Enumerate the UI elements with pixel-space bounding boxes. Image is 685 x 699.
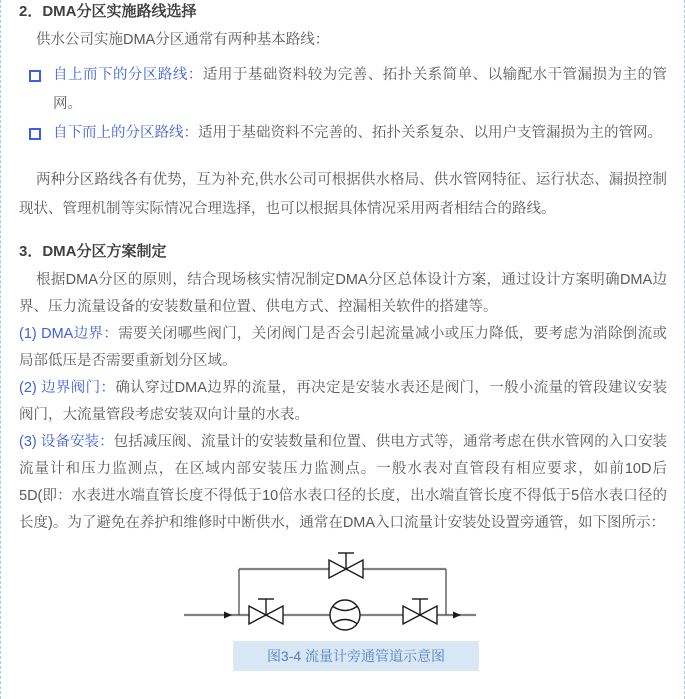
isolation-valve-right-icon [403, 599, 437, 624]
isolation-valve-left-icon [249, 599, 283, 624]
item-lead: (3) 设备安装： [19, 434, 114, 450]
item-body: 确认穿过DMA边界的流量，再决定是安装水表还是阀门，一般小流量的管段建议安装阀门，大流量管段考虑安装双向计量的水表。 [19, 380, 668, 423]
bullet-lead: 自下而上的分区路线： [53, 125, 198, 141]
item-lead: (1) DMA边界： [19, 326, 119, 342]
section-2-heading: 2．DMA分区实施路线选择 [19, 3, 197, 20]
numbered-item-1 [19, 321, 667, 375]
inlet-arrow-icon [224, 612, 232, 619]
bullet-text [53, 119, 667, 148]
section-2-intro: 供水公司实施DMA分区通常有两种基本路线： [36, 32, 330, 48]
numbered-item-2 [19, 375, 667, 429]
bullet-text [53, 61, 667, 119]
numbered-item-3 [19, 429, 667, 537]
list-item [19, 119, 667, 148]
list-item [19, 61, 667, 119]
bullet-body: 适用于基础资料较为完善、拓扑关系简单、以输配水干管漏损为主的管网。 [53, 67, 667, 112]
bypass-valve-icon [329, 553, 363, 578]
outlet-arrow-icon [453, 612, 461, 619]
item-body: 需要关闭哪些阀门，关闭阀门是否会引起流量减小或压力降低，要考虑为消除倒流或局部低压是否需要重新划分区域。 [19, 326, 667, 369]
route-bullet-list [19, 61, 667, 148]
bypass-pipe-figure [19, 545, 667, 671]
square-bullet-icon [29, 70, 41, 82]
section-2-summary: 两种分区路线各有优势，互为补充,供水公司可根据供水格局、供水管网特征、运行状态、漏损控制现状、管理机制等实际情况合理选择，也可以根据具体情况采用两者相结合的路线。 [19, 172, 667, 217]
square-bullet-icon [29, 128, 41, 140]
section-3-heading: 3．DMA分区方案制定 [19, 243, 167, 260]
item-body: 包括减压阀、流量计的安装数量和位置、供电方式等，通常考虑在供水管网的入口安装流量计和压力监测点，在区域内部安装压力监测点。一般水表对直管段有相应要求，如前10D后5D(即：水表进水端直管长度不得低于10倍水表口径的长度，出水端直管长度不得低于5倍水表口径的长度)。为了避免在养护和维修时中断供水，通常在DMA入口流量计安装处设置旁通管，如下图所示： [19, 434, 668, 531]
flow-meter-icon [330, 600, 360, 630]
section-3-intro: 根据DMA分区的原则，结合现场核实情况制定DMA分区总体设计方案，通过设计方案明确DMA边界、压力流量设备的安装数量和位置、供电方式、控漏相关软件的搭建等。 [19, 272, 667, 315]
bullet-body: 适用于基础资料不完善的、拓扑关系复杂、以用户支管漏损为主的管网。 [198, 125, 662, 141]
bullet-lead: 自上而下的分区路线： [53, 67, 203, 83]
figure-caption: 图3-4 流量计旁通管道示意图 [233, 641, 479, 671]
bypass-pipe-diagram [19, 545, 668, 637]
item-lead: (2) 边界阀门： [19, 380, 116, 396]
